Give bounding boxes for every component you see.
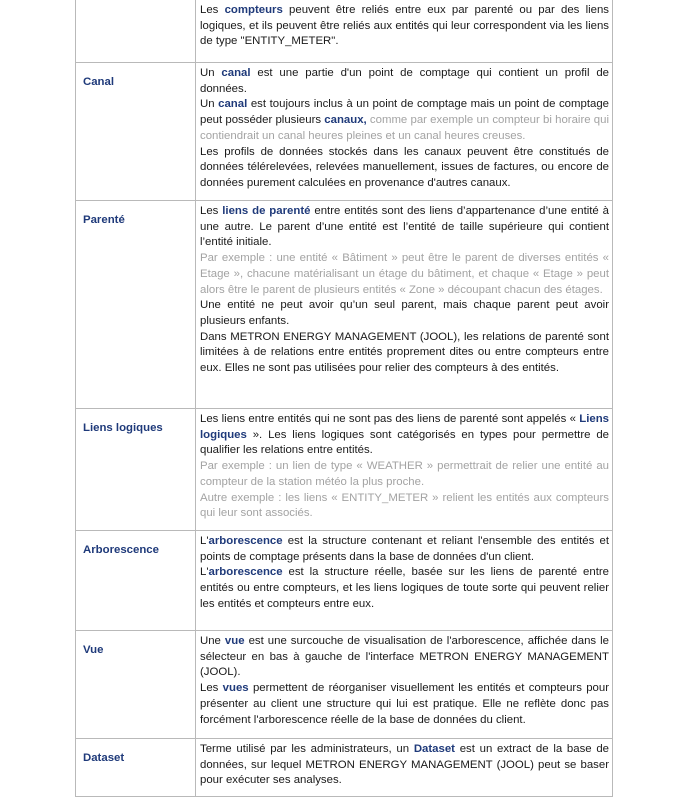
text-run: Par exemple : une entité « Bâtiment » peut être le parent de diverses entités « Etage », chacune matérialisant un étage du bâtiment, et chaque « Etage » peut alors être le parent de plusieurs entités « Zone » découpant chacun des étages.	[200, 252, 609, 296]
glossary-definition	[195, 739, 613, 796]
glossary-definition	[195, 63, 613, 200]
text-run: est une surcouche de visualisation de l'arborescence, affichée dans le sélecteur en bas à gauche de l'interface METRON ENERGY MANAGEMENT (JOOL).	[200, 635, 610, 679]
definition-example	[200, 251, 609, 298]
text-run: est un extract de la base de données, sur lequel METRON ENERGY MANAGEMENT (JOOL) peut se baser pour exécuter ses analyses.	[200, 743, 609, 787]
glossary-term: Arborescence	[83, 544, 159, 556]
text-run: Un	[200, 98, 219, 111]
definition-paragraph	[200, 565, 609, 612]
definition-paragraph	[200, 742, 609, 789]
definition-paragraph	[200, 66, 609, 97]
definition-paragraph	[200, 534, 609, 565]
text-run: Les liens entre entités qui ne sont pas des liens de parenté sont appelés «	[200, 413, 580, 425]
text-run: ». Les liens logiques sont catégorisés en types pour permettre de qualifier les relations entre entités.	[200, 428, 609, 457]
text-run: L'	[200, 566, 209, 579]
keyword: Liens logiques	[200, 413, 609, 441]
text-run: est la structure réelle, basée sur les liens de parenté entre entités ou entre compteurs, et les liens logiques de toute sorte qui peuvent relier les entités et compteurs entre eux.	[200, 566, 609, 610]
text-run: entre entités sont des liens d’appartenance d’une entité à une autre. Le parent d’une entité est l’entité de taille supérieure qui contient l’entité initiale.	[200, 205, 609, 249]
text-run: Un	[200, 67, 222, 79]
text-run: Les	[200, 4, 225, 16]
glossary-definition	[195, 631, 613, 738]
glossary-definition	[195, 0, 613, 62]
glossary-term: Liens logiques	[83, 422, 163, 434]
glossary-row	[76, 62, 612, 200]
glossary-term: Vue	[83, 644, 104, 656]
text-run: Terme utilisé par les administrateurs, un	[200, 743, 414, 755]
definition-paragraph	[200, 204, 609, 251]
glossary-row	[76, 630, 612, 738]
glossary-table	[75, 0, 613, 797]
glossary-row	[76, 408, 612, 530]
definition-paragraph	[200, 330, 609, 377]
glossary-definition	[195, 409, 613, 530]
definition-paragraph	[200, 3, 609, 50]
glossary-term: Dataset	[83, 752, 125, 764]
definition-paragraph	[200, 145, 609, 192]
definition-paragraph	[200, 681, 609, 728]
text-run: Une entité ne peut avoir qu’un seul parent, mais chaque parent peut avoir plusieurs enfants.	[200, 299, 609, 327]
text-run: comme par exemple un compteur bi horaire qui contiendrait un canal heures pleines et un canal heures creuses.	[200, 114, 609, 142]
keyword: canal	[218, 98, 248, 111]
glossary-term: Parenté	[83, 214, 125, 226]
text-run: L'	[200, 535, 209, 547]
keyword: vues	[222, 682, 249, 695]
glossary-definition	[195, 531, 613, 630]
text-run: est une partie d'un point de comptage qui contient un profil de données.	[200, 67, 609, 95]
keyword: compteurs	[224, 4, 283, 16]
glossary-row	[76, 530, 612, 630]
keyword: arborescence	[208, 566, 283, 579]
text-run: est la structure contenant et reliant l'ensemble des entités et points de comptage présents dans la base de données d'un client.	[200, 535, 609, 563]
text-run: Les profils de données stockés dans les canaux peuvent être constitués de données télérelevées, relevées manuellement, issues de factures, ou encore de données purement calculées en provenance d'autres canaux.	[200, 145, 609, 189]
definition-example	[200, 491, 609, 522]
text-run: Autre exemple : les liens « ENTITY_METER » relient les entités aux compteurs qui leur sont associés.	[200, 491, 609, 520]
glossary-row	[76, 200, 612, 408]
keyword: liens de parenté	[222, 205, 311, 217]
keyword: canal	[221, 67, 251, 79]
glossary-row	[76, 738, 612, 796]
definition-paragraph	[200, 298, 609, 329]
definition-example	[200, 459, 609, 490]
text-run: Les	[200, 682, 223, 695]
text-run: Une	[200, 635, 225, 647]
glossary-definition	[195, 201, 613, 408]
text-run: Les	[200, 205, 223, 217]
text-run: est toujours inclus à un point de comptage mais un point de comptage peut posséder plusieurs	[200, 98, 609, 127]
keyword: arborescence	[208, 535, 283, 547]
text-run: peuvent être reliés entre eux par parenté ou par des liens logiques, et ils peuvent être reliés aux entités qui leur correspondent via les liens de type "ENTITY_METER".	[200, 4, 609, 48]
text-run: permettent de réorganiser visuellement les entités et compteurs pour présenter au client une structure qui lui est pratique. Elle ne reflète donc pas forcément l'arborescence réelle de la base de données du client.	[200, 682, 610, 726]
text-run: Par exemple : un lien de type « WEATHER » permettrait de relier une entité au compteur de la station météo la plus proche.	[200, 460, 609, 488]
glossary-term: Canal	[83, 76, 115, 88]
definition-paragraph	[200, 634, 609, 681]
keyword: canaux,	[324, 114, 367, 127]
keyword: Dataset	[413, 743, 455, 755]
definition-paragraph	[200, 97, 609, 144]
text-run: Dans METRON ENERGY MANAGEMENT (JOOL), les relations de parenté sont limitées à de relations entre entités proprement dites ou entre compteurs entre eux. Elles ne sont pas utilisées pour relier des compteurs à des entités.	[200, 330, 609, 375]
definition-paragraph	[200, 412, 609, 459]
keyword: vue	[224, 635, 245, 647]
glossary-row	[76, 0, 612, 62]
